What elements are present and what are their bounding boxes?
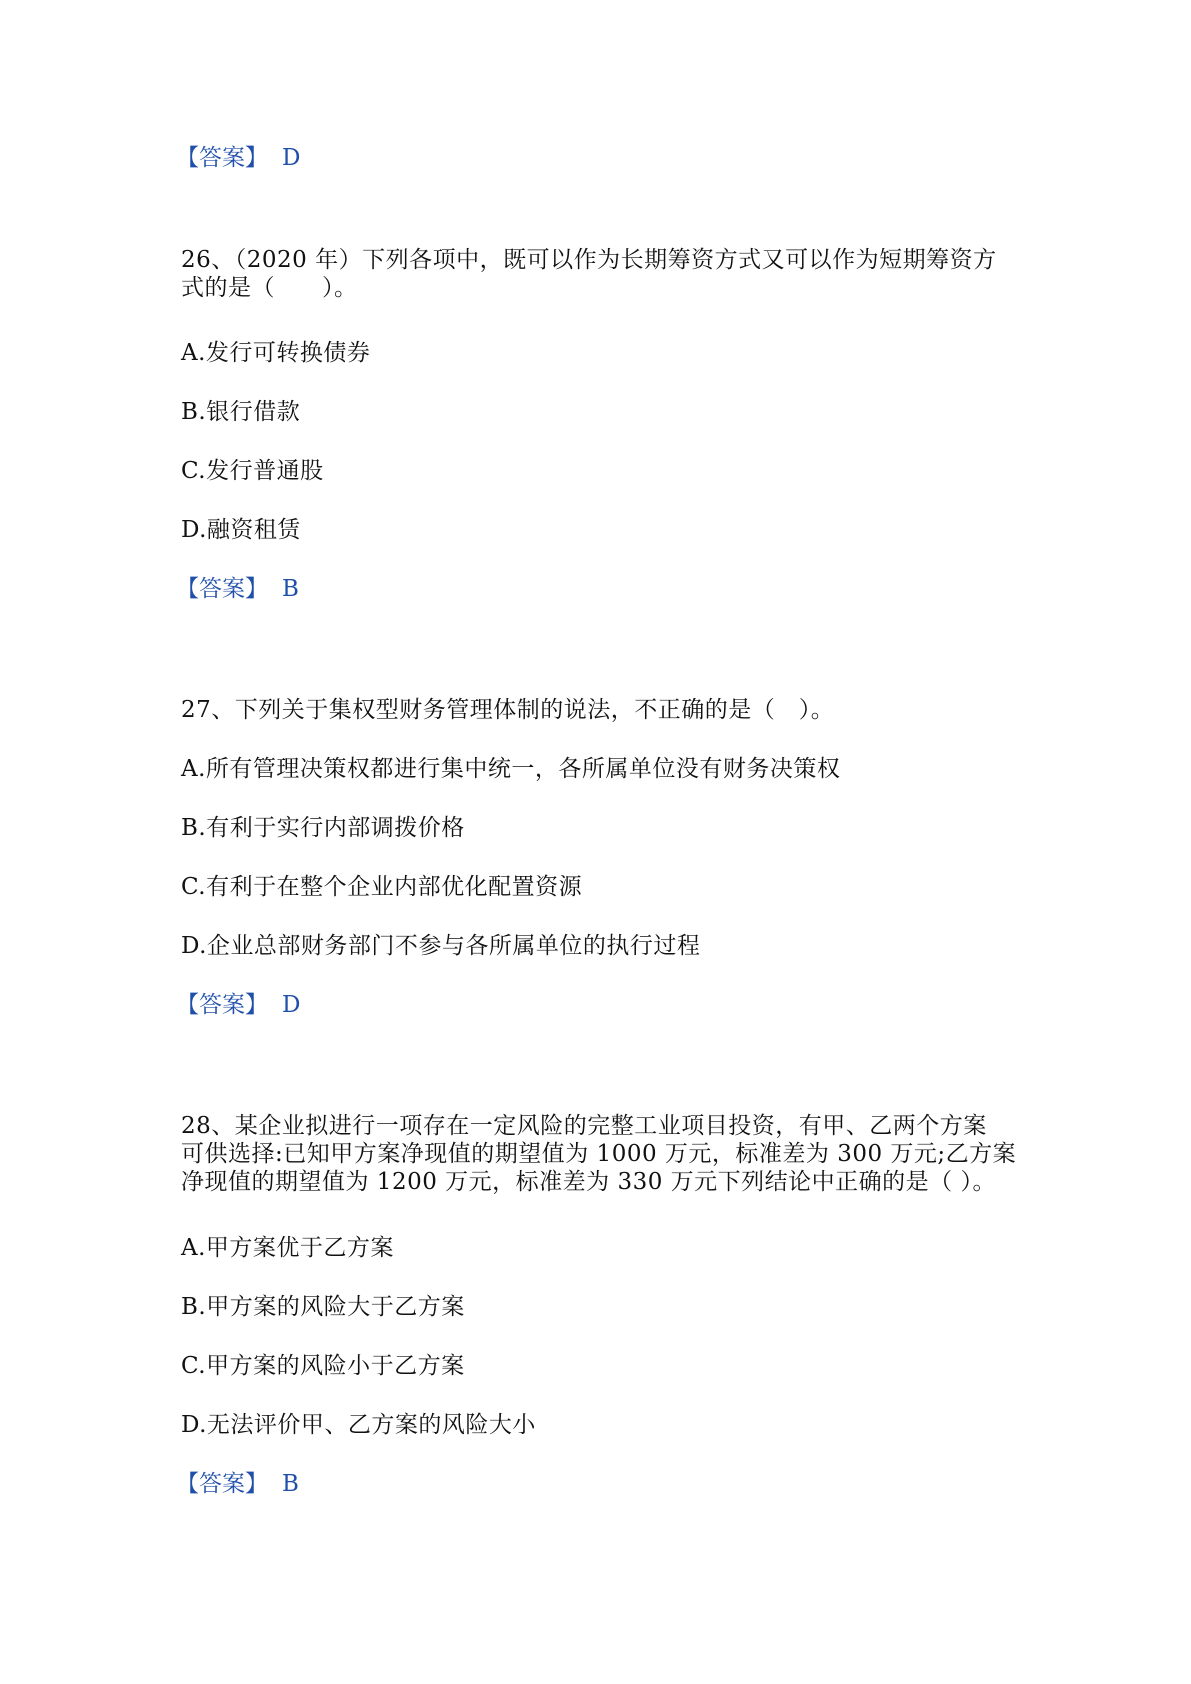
question-stem-line: 式的是（ ）。 — [181, 275, 358, 301]
answer-label: 【答案】 — [176, 992, 268, 1018]
question-stem-line: 净现值的期望值为 1200 万元，标准差为 330 万元下列结论中正确的是（ ）。 — [181, 1169, 996, 1195]
answer-value: B — [282, 1471, 299, 1497]
answer-label: 【答案】 — [176, 576, 268, 602]
option-d: D.无法评价甲、乙方案的风险大小 — [181, 1412, 536, 1438]
question-stem-line: 可供选择:已知甲方案净现值的期望值为 1000 万元，标准差为 300 万元;乙方案 — [181, 1141, 1017, 1167]
option-c: C.甲方案的风险小于乙方案 — [181, 1353, 465, 1379]
option-c: C.有利于在整个企业内部优化配置资源 — [181, 874, 583, 900]
answer-line — [176, 142, 300, 174]
answer-value: D — [282, 145, 301, 171]
option-b: B.银行借款 — [181, 399, 301, 425]
option-a: A.发行可转换债券 — [181, 340, 371, 366]
answer-label: 【答案】 — [176, 1471, 268, 1497]
option-b: B.甲方案的风险大于乙方案 — [181, 1294, 465, 1320]
answer-value: B — [282, 576, 299, 602]
option-b: B.有利于实行内部调拨价格 — [181, 815, 465, 841]
option-d: D.融资租赁 — [181, 517, 301, 543]
answer-line — [176, 573, 299, 605]
answer-line — [176, 989, 300, 1021]
option-d: D.企业总部财务部门不参与各所属单位的执行过程 — [181, 933, 701, 959]
option-a: A.甲方案优于乙方案 — [181, 1235, 394, 1261]
question-stem-line: 27、下列关于集权型财务管理体制的说法，不正确的是（ ）。 — [181, 697, 835, 723]
option-c: C.发行普通股 — [181, 458, 324, 484]
option-a: A.所有管理决策权都进行集中统一，各所属单位没有财务决策权 — [181, 756, 841, 782]
question-stem-line: 28、某企业拟进行一项存在一定风险的完整工业项目投资，有甲、乙两个方案 — [181, 1113, 987, 1139]
answer-value: D — [282, 992, 301, 1018]
answer-line — [176, 1468, 299, 1500]
answer-label: 【答案】 — [176, 145, 268, 171]
question-stem-line: 26、（2020 年）下列各项中，既可以作为长期筹资方式又可以作为短期筹资方 — [181, 247, 997, 273]
